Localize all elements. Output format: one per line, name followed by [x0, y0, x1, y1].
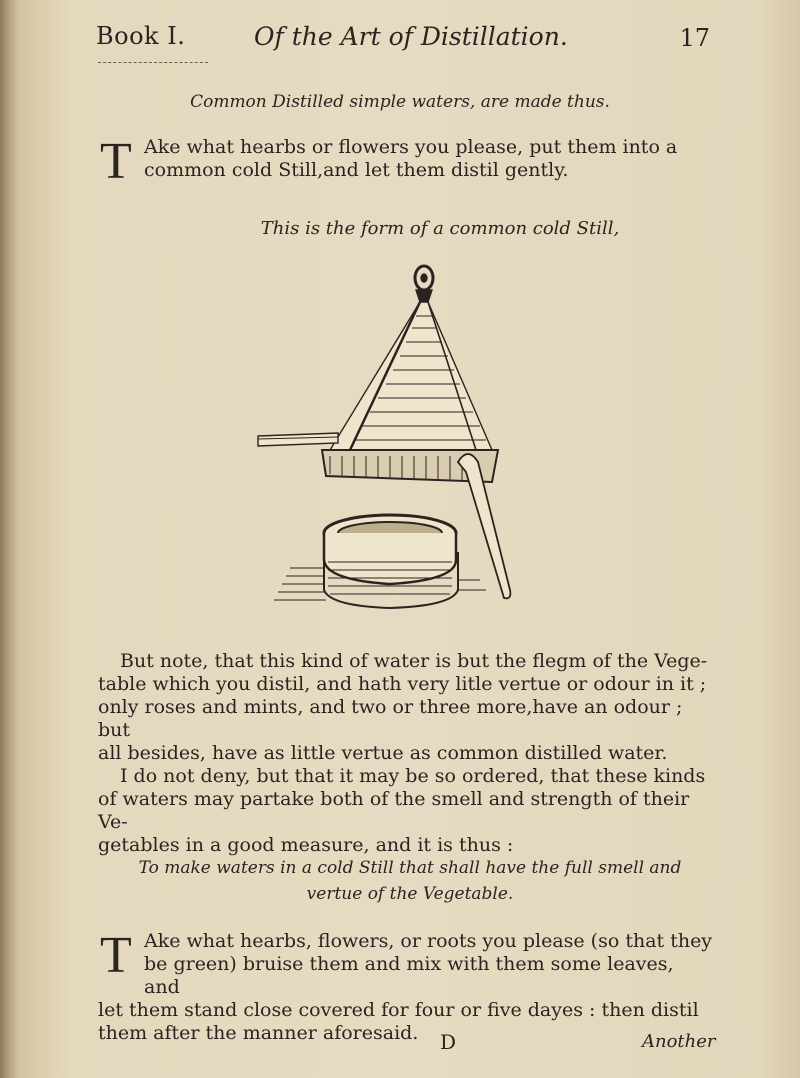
signature-mark: D: [440, 1030, 457, 1054]
cold-still-woodcut-icon: [230, 250, 550, 620]
page-number: 17: [679, 24, 710, 52]
figure-caption: This is the form of a common cold Still,: [260, 218, 620, 239]
paragraph-line: common cold Still,and let them distil gently.: [144, 159, 569, 181]
heading-line: To make waters in a cold Still that shall have the full smell and: [138, 858, 682, 878]
paragraph-line: let them stand close covered for four or five dayes : then distil: [98, 999, 699, 1021]
paragraph-line: getables in a good measure, and it is thus :: [98, 834, 514, 856]
drop-capital: T: [100, 133, 132, 190]
catchword: Another: [642, 1031, 716, 1052]
paragraph-line: Ake what hearbs or flowers you please, put them into a: [144, 136, 678, 158]
book-gutter-shadow: [0, 0, 18, 1078]
paragraph-line: Ake what hearbs, flowers, or roots you please (so that they: [144, 930, 713, 952]
drop-capital: T: [100, 927, 132, 984]
book-number: Book I.: [96, 22, 186, 50]
paragraph-3: [98, 927, 713, 1045]
paragraph-2: [98, 650, 713, 857]
paragraph-line: be green) bruise them and mix with them some leaves, and: [144, 953, 674, 998]
paragraph-line: them after the manner aforesaid.: [98, 1022, 419, 1044]
header-rule: [98, 62, 208, 63]
paragraph-line: table which you distil, and hath very litle vertue or odour in it ;: [98, 673, 707, 695]
paragraph-1: [98, 133, 713, 190]
paragraph-line: But note, that this kind of water is but the flegm of the Vege-: [120, 650, 708, 672]
paragraph-line: all besides, have as little vertue as common distilled water.: [98, 742, 668, 764]
page-title: Of the Art of Distillation.: [254, 22, 568, 51]
running-head: [96, 18, 716, 62]
section-heading-2: [110, 855, 710, 907]
paragraph-line: I do not deny, but that it may be so ordered, that these kinds: [120, 765, 706, 787]
section-heading: Common Distilled simple waters, are made thus.: [190, 92, 610, 112]
heading-line: vertue of the Vegetable.: [306, 884, 514, 904]
paragraph-line: only roses and mints, and two or three more,have an odour ; but: [98, 696, 683, 741]
paragraph-line: of waters may partake both of the smell and strength of their Ve-: [98, 788, 690, 833]
